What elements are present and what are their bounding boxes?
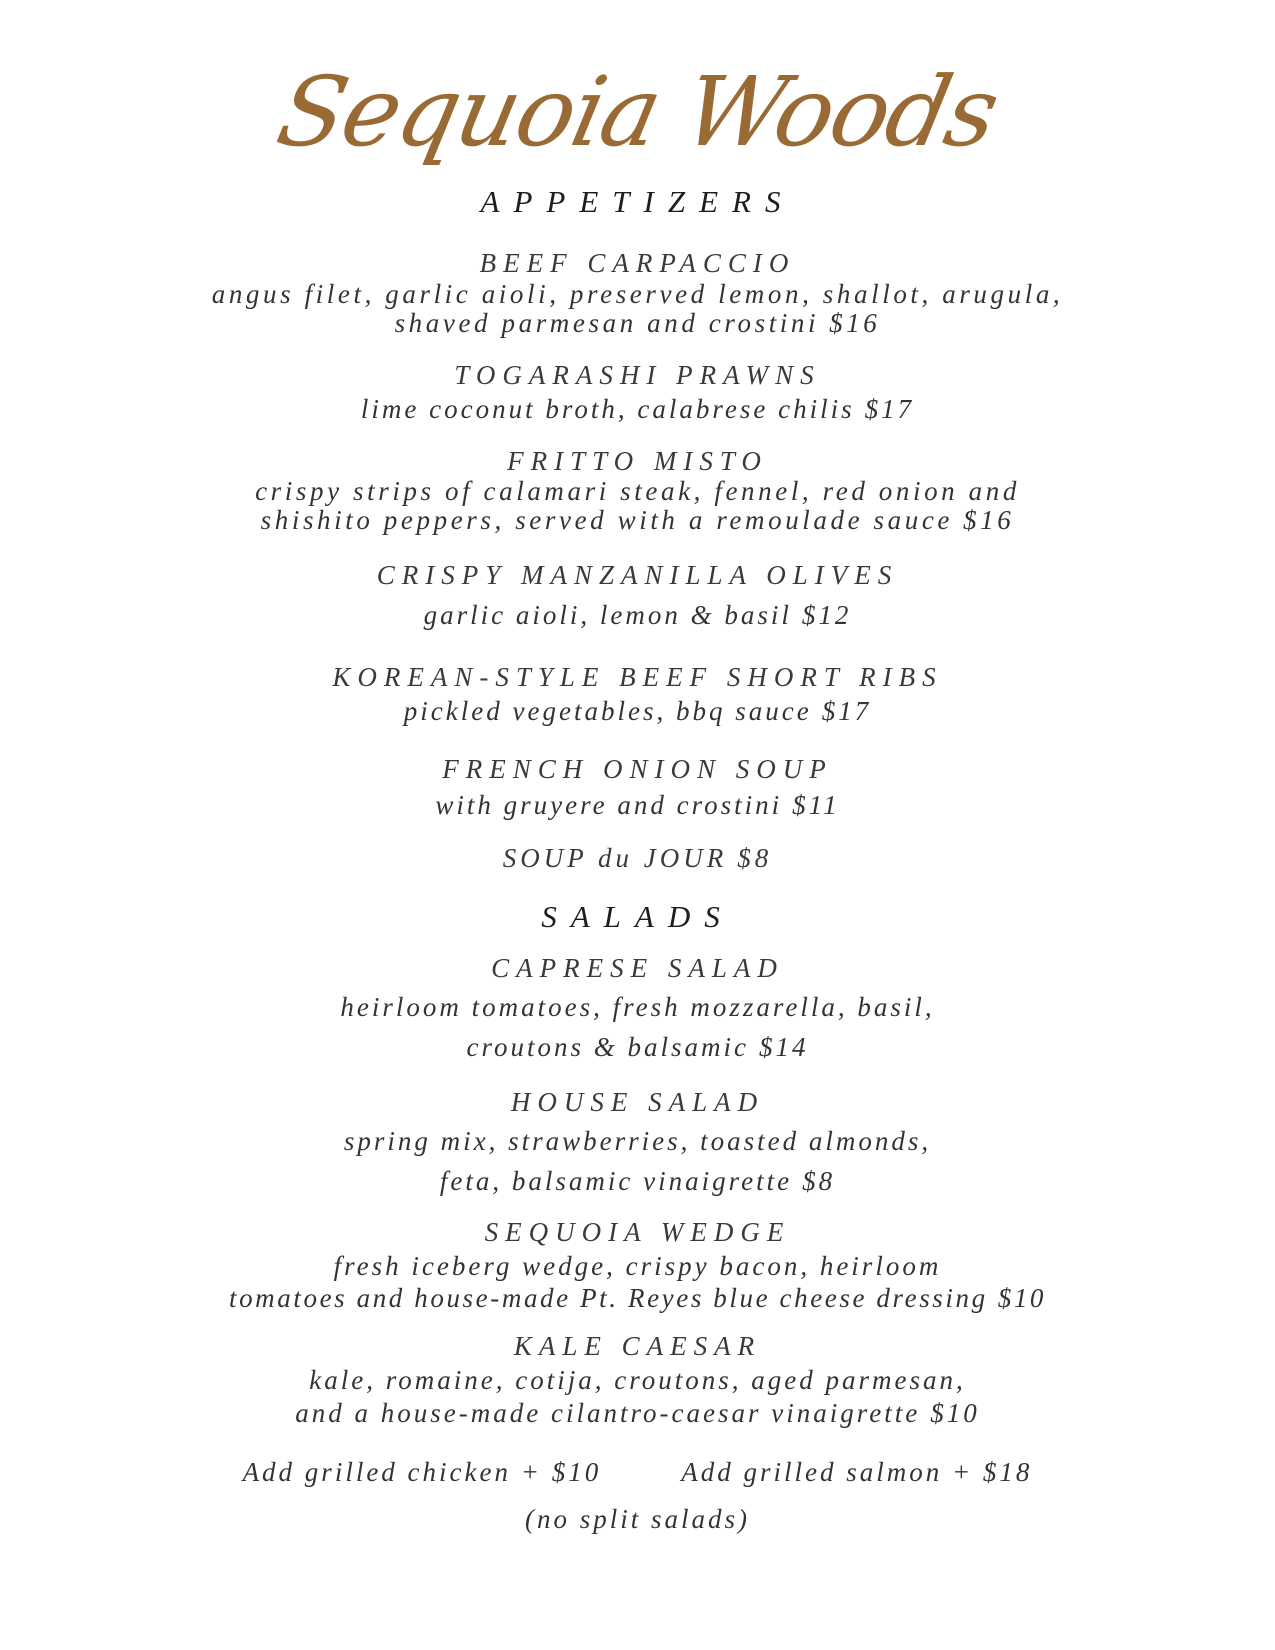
addon-salmon: Add grilled salmon + $18 bbox=[681, 1457, 1033, 1487]
dish-name-caprese-salad: CAPRESE SALAD bbox=[491, 953, 784, 983]
dish-desc-beef-carpaccio: angus filet, garlic aioli, preserved lemon, shallot, arugula, bbox=[211, 279, 1064, 309]
dish-price-house-salad: $8 bbox=[802, 1166, 836, 1196]
dish-desc-house-salad: spring mix, strawberries, toasted almonds, bbox=[343, 1126, 932, 1156]
dish-desc-beef-carpaccio-2 bbox=[0, 308, 1275, 339]
dish-price-short-ribs: $17 bbox=[821, 696, 872, 726]
dish-name-house-salad: HOUSE SALAD bbox=[510, 1087, 765, 1117]
dish-desc-kale-caesar-2 bbox=[0, 1398, 1275, 1429]
dish-desc-crispy-olives bbox=[0, 600, 1275, 631]
dish-desc-text: croutons & balsamic bbox=[466, 1032, 749, 1062]
dish-name-sequoia-wedge: SEQUOIA WEDGE bbox=[484, 1217, 791, 1247]
dish-desc-french-onion-soup bbox=[0, 790, 1275, 821]
dish-desc-caprese-salad: heirloom tomatoes, fresh mozzarella, basil, bbox=[340, 992, 935, 1022]
dish-desc-text: garlic aioli, lemon & basil bbox=[423, 600, 792, 630]
appetizers-heading: APPETIZERS bbox=[480, 184, 795, 219]
dish-desc-text: and a house-made cilantro-caesar vinaigrette bbox=[295, 1398, 921, 1428]
dish-desc-short-ribs bbox=[0, 696, 1275, 727]
dish-name-togarashi-prawns: TOGARASHI PRAWNS bbox=[454, 360, 821, 390]
dish-name-french-onion-soup: FRENCH ONION SOUP bbox=[442, 754, 833, 784]
dish-price-caprese-salad: $14 bbox=[759, 1032, 809, 1062]
dish-desc-fritto-misto: crispy strips of calamari steak, fennel, red onion and bbox=[255, 476, 1020, 506]
dish-name-soup-du-jour: SOUP du JOUR bbox=[502, 843, 728, 873]
addon-chicken: Add grilled chicken + $10 bbox=[242, 1457, 602, 1487]
no-split-salads-note: (no split salads) bbox=[524, 1504, 750, 1534]
dish-desc-caprese-salad-2 bbox=[0, 1032, 1275, 1063]
dish-desc-togarashi-prawns bbox=[0, 394, 1275, 425]
dish-desc-sequoia-wedge: fresh iceberg wedge, crispy bacon, heirloom bbox=[333, 1251, 942, 1281]
dish-name-kale-caesar: KALE CAESAR bbox=[513, 1331, 762, 1361]
dish-price-sequoia-wedge: $10 bbox=[997, 1283, 1047, 1313]
dish-price-fritto-misto: $16 bbox=[963, 505, 1015, 535]
dish-desc-text: tomatoes and house-made Pt. Reyes blue cheese dressing bbox=[228, 1283, 988, 1313]
dish-name-short-ribs: KOREAN-STYLE BEEF SHORT RIBS bbox=[332, 662, 943, 692]
dish-desc-text: pickled vegetables, bbq sauce bbox=[403, 696, 812, 726]
salad-addons bbox=[0, 1457, 1275, 1488]
dish-desc-kale-caesar: kale, romaine, cotija, croutons, aged parmesan, bbox=[309, 1365, 966, 1395]
dish-price-beef-carpaccio: $16 bbox=[829, 308, 881, 338]
dish-price-crispy-olives: $12 bbox=[801, 600, 852, 630]
dish-desc-sequoia-wedge-2 bbox=[0, 1283, 1275, 1314]
dish-desc-fritto-misto-2 bbox=[0, 505, 1275, 536]
dish-price-soup-du-jour: $8 bbox=[737, 843, 773, 873]
dish-desc-text: feta, balsamic vinaigrette bbox=[439, 1166, 793, 1196]
dish-desc-text: shishito peppers, served with a remoulade sauce bbox=[260, 505, 954, 535]
dish-name-fritto-misto: FRITTO MISTO bbox=[507, 446, 768, 476]
dish-name-beef-carpaccio: BEEF CARPACCIO bbox=[479, 248, 796, 278]
dish-desc-text: shaved parmesan and crostini bbox=[394, 308, 820, 338]
dish-price-french-onion-soup: $11 bbox=[792, 790, 840, 820]
dish-desc-house-salad-2 bbox=[0, 1166, 1275, 1197]
dish-desc-text: with gruyere and crostini bbox=[435, 790, 783, 820]
salads-heading: SALADS bbox=[541, 899, 734, 934]
dish-price-togarashi-prawns: $17 bbox=[864, 394, 915, 424]
dish-soup-du-jour bbox=[0, 843, 1275, 874]
dish-desc-text: lime coconut broth, calabrese chilis bbox=[360, 394, 855, 424]
dish-name-crispy-olives: CRISPY MANZANILLA OLIVES bbox=[376, 560, 899, 590]
restaurant-logo: Sequoia Woods bbox=[268, 56, 1007, 168]
dish-price-kale-caesar: $10 bbox=[930, 1398, 980, 1428]
